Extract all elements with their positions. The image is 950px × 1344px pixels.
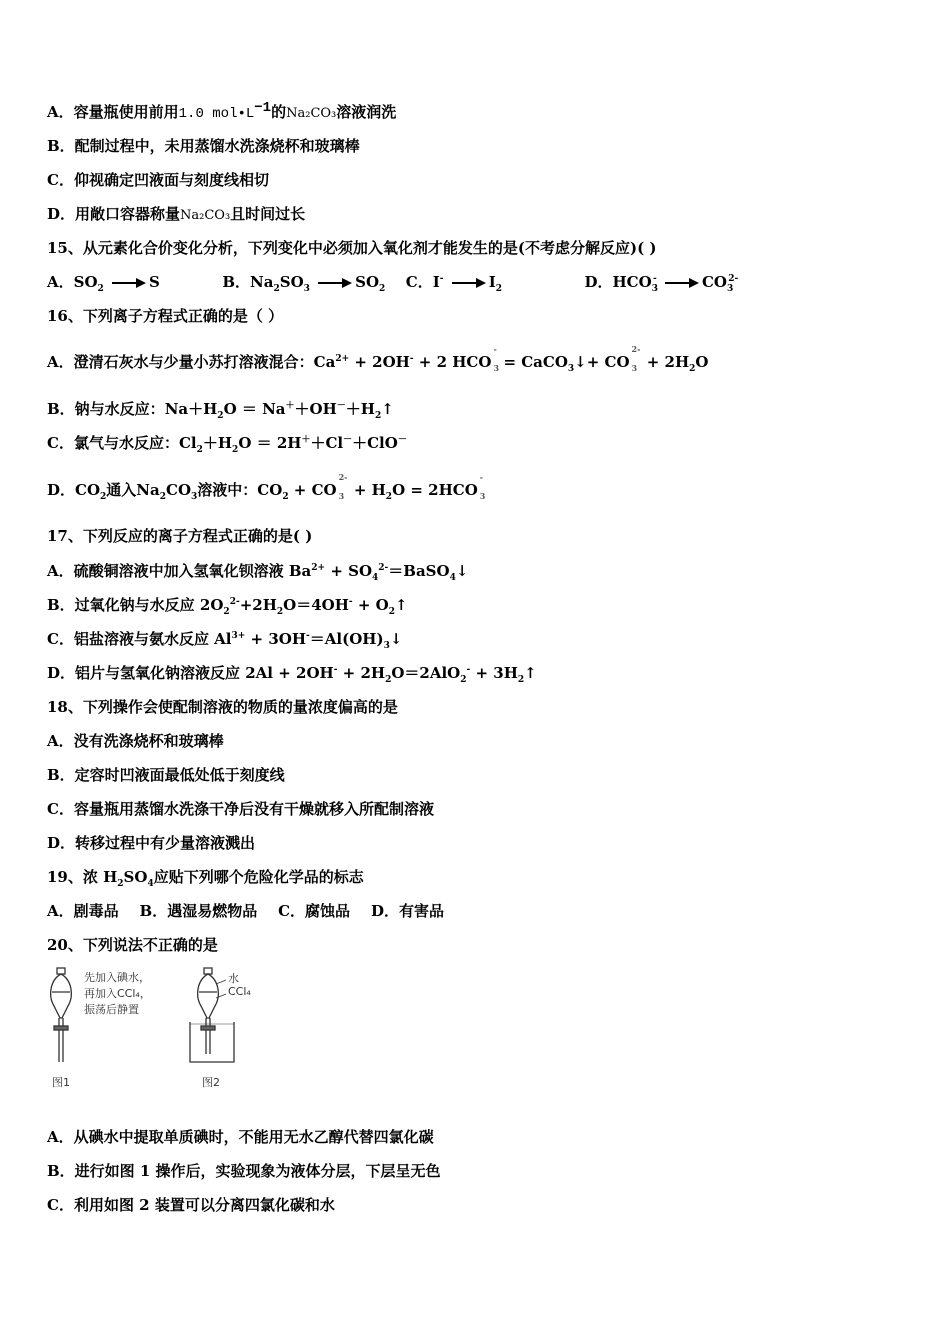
reaction-arrow-icon <box>452 278 486 288</box>
q20-option-c: C．利用如图 2 装置可以分离四氯化碳和水 <box>47 1196 335 1214</box>
q16-option-d: D．$CO_2$通入$Na_2CO_3$溶液中：$CO_2$ + CO 2- 3 + $H_2O = 2HCO$ - 3 <box>47 480 490 501</box>
ion-charge-stack: - 3 <box>479 472 486 501</box>
reaction-arrow-icon <box>112 278 146 288</box>
q18-option-a: A．没有洗涤烧杯和玻璃棒 <box>47 732 224 750</box>
q14-option-c: C．仰视确定凹液面与刻度线相切 <box>47 171 269 189</box>
q16-stem: 16、下列离子方程式正确的是（ ） <box>47 307 284 325</box>
q14-option-a: A．容量瓶使用前用1.0 $mol•L^{-1}$的Na₂CO₃溶液润洗 <box>47 100 397 122</box>
q15-option-c: C．I- $I_2$ <box>405 273 503 294</box>
figure1-instruction-text: 先加入碘水， 再加入CCl₄， 振荡后静置 <box>84 971 151 1016</box>
q19-option-b: B．遇湿易燃物品 <box>139 902 258 920</box>
ion-charge-stack: 2- 3 <box>631 344 641 373</box>
q19-stem: 19、浓 $H_2SO_4$应贴下列哪个危险化学品的标志 <box>47 868 364 889</box>
ion-charge-stack: - 3 <box>493 344 500 373</box>
reaction-arrow-icon <box>318 278 352 288</box>
q17-stem: 17、下列反应的离子方程式正确的是( ) <box>47 527 313 545</box>
q14-option-b: B．配制过程中，未用蒸馏水洗涤烧杯和玻璃棒 <box>47 137 360 155</box>
q16-option-c: C．氯气与水反应：$Cl_2+H_2O = 2H^++Cl^-+ClO^-$ <box>47 434 407 455</box>
figure1-caption: 图1 <box>52 1076 70 1089</box>
q17-option-d: D．铝片与氢氧化钠溶液反应 $2Al + 2OH^- + 2H_2O=2AlO_2^-$ + $3H_2↑$ <box>47 664 537 685</box>
q16-option-a: A．澄清石灰水与少量小苏打溶液混合：$Ca^{2+} + 2OH^- + 2$ HCO - 3 = CaCO$_3$↓+ CO 2- 3 + $2H_2O$ <box>47 344 709 374</box>
q18-option-d: D．转移过程中有少量溶液溅出 <box>47 834 256 852</box>
q18-option-c: C．容量瓶用蒸馏水洗涤干净后没有干燥就移入所配制溶液 <box>47 800 434 818</box>
figure2-label-water: 水 <box>228 972 239 985</box>
q20-option-a: A．从碘水中提取单质碘时，不能用无水乙醇代替四氯化碳 <box>47 1128 434 1146</box>
q16-option-b: B．钠与水反应：$Na+H_2O$ ＝ $Na^++OH^-+H_2↑$ <box>47 400 394 421</box>
q18-stem: 18、下列操作会使配制溶液的物质的量浓度偏高的是 <box>47 698 398 716</box>
reaction-arrow-icon <box>665 278 699 288</box>
q15-option-d: D．$HCO_3^-$ $CO_3^{2-}$ <box>584 273 739 294</box>
q17-option-a: A．硫酸铜溶液中加入氢氧化钡溶液 $Ba^{2+}$ + $SO_4^{2-}=BaSO_4↓$ <box>47 562 469 583</box>
q20-option-b: B．进行如图 1 操作后，实验现象为液体分层，下层呈无色 <box>47 1162 441 1180</box>
q15-option-b: B．$Na_2SO_3$ $SO_2$ <box>222 273 386 294</box>
q17-option-b: B．过氧化钠与水反应 $2O_2^{2-}+2H_2O=4OH^-$ + $O_2↑$ <box>47 596 408 617</box>
q18-option-b: B．定容时凹液面最低处低于刻度线 <box>47 766 285 784</box>
q20-stem: 20、下列说法不正确的是 <box>47 936 218 954</box>
figure2-caption: 图2 <box>202 1076 220 1089</box>
ion-charge-stack: 2- 3 <box>338 472 348 501</box>
q19-option-d: D．有害品 <box>370 902 444 920</box>
q19-option-a: A．剧毒品 <box>47 902 119 920</box>
separatory-funnel-figure <box>40 966 260 1096</box>
q14-option-d: D．用敞口容器称量Na₂CO₃且时间过长 <box>47 205 306 223</box>
q15-stem: 15、从元素化合价变化分析，下列变化中必须加入氧化剂才能发生的是(不考虑分解反应)( ) <box>47 239 657 257</box>
q19-option-c: C．腐蚀品 <box>278 902 351 920</box>
q17-option-c: C．铝盐溶液与氨水反应 $Al^{3+}$ + $3OH^-=Al(OH)_3↓$ <box>47 630 403 651</box>
q15-option-a: A．$SO_2$ S <box>47 273 160 294</box>
figure2-label-ccl4: CCl₄ <box>228 985 251 998</box>
q15-options <box>47 272 738 292</box>
q19-options <box>47 901 444 921</box>
